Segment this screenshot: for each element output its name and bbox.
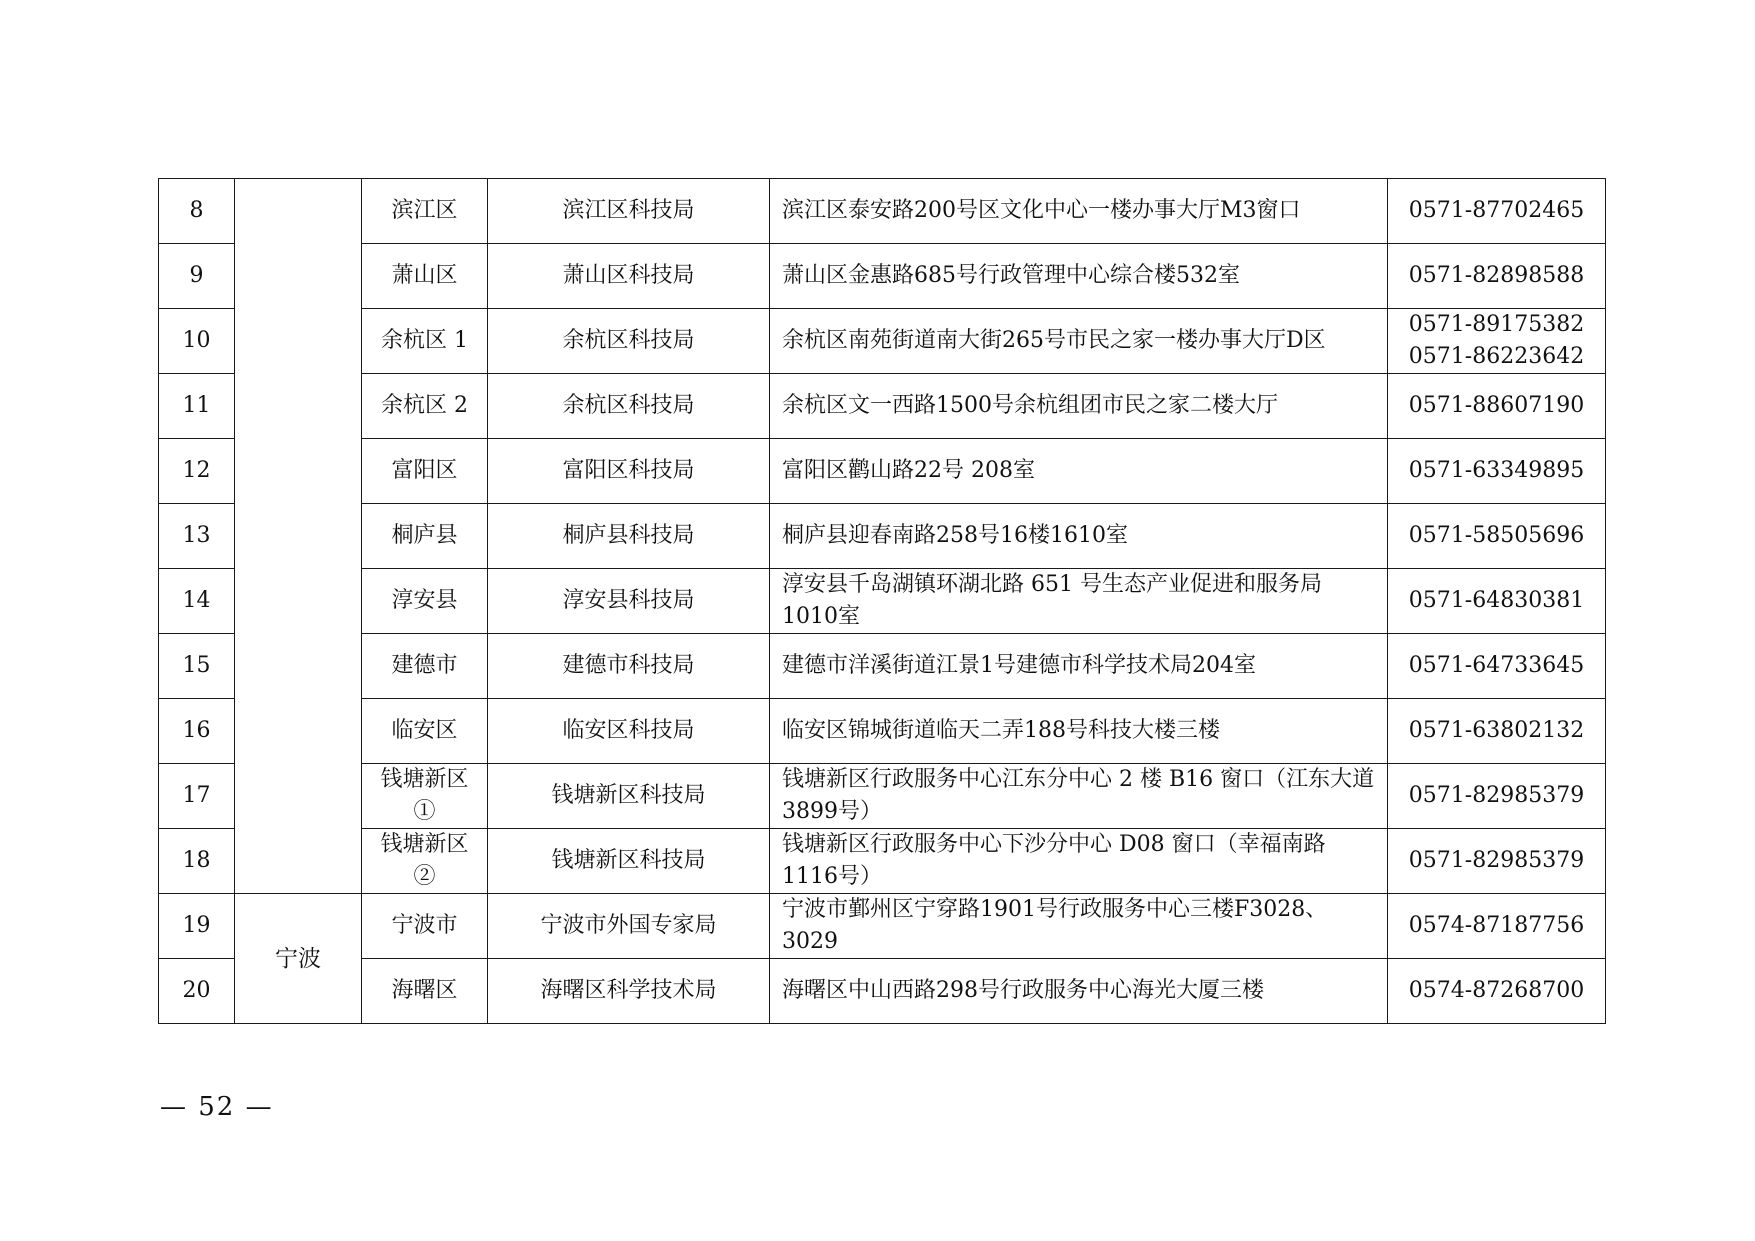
table-row bbox=[159, 634, 1606, 699]
phone-cell bbox=[1388, 764, 1606, 829]
agency-cell: 建德市科技局 bbox=[488, 634, 770, 699]
agency-cell: 临安区科技局 bbox=[488, 699, 770, 764]
contact-table bbox=[158, 178, 1606, 1024]
table-row bbox=[159, 764, 1606, 829]
row-number: 20 bbox=[159, 959, 235, 1024]
phone-number: 0571-64733645 bbox=[1408, 653, 1585, 678]
table-row bbox=[159, 829, 1606, 894]
city-cell-ningbo: 宁波 bbox=[235, 894, 362, 1024]
row-number: 13 bbox=[159, 504, 235, 569]
table-row bbox=[159, 374, 1606, 439]
address-cell: 淳安县千岛湖镇环湖北路 651 号生态产业促进和服务局1010室 bbox=[770, 569, 1388, 634]
agency-cell: 钱塘新区科技局 bbox=[488, 764, 770, 829]
phone-number: 0571-63349895 bbox=[1408, 458, 1585, 483]
phone-number: 0571-82985379 bbox=[1408, 783, 1585, 808]
table-row bbox=[159, 504, 1606, 569]
table-row bbox=[159, 959, 1606, 1024]
agency-cell: 萧山区科技局 bbox=[488, 244, 770, 309]
region-cell: 淳安县 bbox=[362, 569, 488, 634]
phone-cell bbox=[1388, 569, 1606, 634]
region-cell: 建德市 bbox=[362, 634, 488, 699]
phone-number: 0571-82898588 bbox=[1408, 263, 1585, 288]
phone-cell bbox=[1388, 959, 1606, 1024]
city-cell-hangzhou bbox=[235, 179, 362, 894]
region-cell: 富阳区 bbox=[362, 439, 488, 504]
row-number: 12 bbox=[159, 439, 235, 504]
row-number: 17 bbox=[159, 764, 235, 829]
contact-table-container bbox=[158, 178, 1605, 1024]
agency-cell: 余杭区科技局 bbox=[488, 309, 770, 374]
table-row bbox=[159, 699, 1606, 764]
phone-cell bbox=[1388, 504, 1606, 569]
region-cell: 余杭区 1 bbox=[362, 309, 488, 374]
phone-cell bbox=[1388, 439, 1606, 504]
phone-cell bbox=[1388, 634, 1606, 699]
region-cell: 宁波市 bbox=[362, 894, 488, 959]
address-cell: 富阳区鹳山路22号 208室 bbox=[770, 439, 1388, 504]
table-row bbox=[159, 894, 1606, 959]
row-number: 19 bbox=[159, 894, 235, 959]
region-cell: 桐庐县 bbox=[362, 504, 488, 569]
row-number: 16 bbox=[159, 699, 235, 764]
phone-cell bbox=[1388, 829, 1606, 894]
agency-cell: 宁波市外国专家局 bbox=[488, 894, 770, 959]
phone-number: 0571-63802132 bbox=[1408, 718, 1585, 743]
address-cell: 滨江区泰安路200号区文化中心一楼办事大厅M3窗口 bbox=[770, 179, 1388, 244]
region-cell: 海曙区 bbox=[362, 959, 488, 1024]
region-cell: 临安区 bbox=[362, 699, 488, 764]
address-cell: 钱塘新区行政服务中心下沙分中心 D08 窗口（幸福南路1116号） bbox=[770, 829, 1388, 894]
phone-number: 0571-87702465 bbox=[1408, 198, 1585, 223]
page-number: — 52 — bbox=[160, 1092, 274, 1122]
phone-number: 0571-88607190 bbox=[1408, 393, 1585, 418]
address-cell: 建德市洋溪街道江景1号建德市科学技术局204室 bbox=[770, 634, 1388, 699]
table-row bbox=[159, 569, 1606, 634]
agency-cell: 桐庐县科技局 bbox=[488, 504, 770, 569]
phone-cell bbox=[1388, 244, 1606, 309]
phone-number: 0571-89175382 bbox=[1408, 312, 1585, 337]
phone-number: 0571-64830381 bbox=[1408, 588, 1585, 613]
table-row bbox=[159, 244, 1606, 309]
phone-number: 0571-58505696 bbox=[1408, 523, 1585, 548]
address-cell: 余杭区文一西路1500号余杭组团市民之家二楼大厅 bbox=[770, 374, 1388, 439]
phone-number: 0574-87187756 bbox=[1408, 913, 1585, 938]
phone-cell bbox=[1388, 894, 1606, 959]
row-number: 8 bbox=[159, 179, 235, 244]
row-number: 15 bbox=[159, 634, 235, 699]
table-row bbox=[159, 439, 1606, 504]
agency-cell: 富阳区科技局 bbox=[488, 439, 770, 504]
agency-cell: 海曙区科学技术局 bbox=[488, 959, 770, 1024]
region-cell: 滨江区 bbox=[362, 179, 488, 244]
agency-cell: 滨江区科技局 bbox=[488, 179, 770, 244]
phone-cell bbox=[1388, 309, 1606, 374]
address-cell: 临安区锦城街道临天二弄188号科技大楼三楼 bbox=[770, 699, 1388, 764]
region-cell: 余杭区 2 bbox=[362, 374, 488, 439]
address-cell: 余杭区南苑街道南大街265号市民之家一楼办事大厅D区 bbox=[770, 309, 1388, 374]
row-number: 18 bbox=[159, 829, 235, 894]
phone-number: 0571-82985379 bbox=[1408, 848, 1585, 873]
row-number: 9 bbox=[159, 244, 235, 309]
row-number: 10 bbox=[159, 309, 235, 374]
address-cell: 钱塘新区行政服务中心江东分中心 2 楼 B16 窗口（江东大道3899号） bbox=[770, 764, 1388, 829]
table-row bbox=[159, 179, 1606, 244]
address-cell: 萧山区金惠路685号行政管理中心综合楼532室 bbox=[770, 244, 1388, 309]
region-cell: 萧山区 bbox=[362, 244, 488, 309]
row-number: 11 bbox=[159, 374, 235, 439]
agency-cell: 淳安县科技局 bbox=[488, 569, 770, 634]
region-cell: 钱塘新区① bbox=[362, 764, 488, 829]
phone-cell bbox=[1388, 699, 1606, 764]
phone-cell bbox=[1388, 374, 1606, 439]
table-row bbox=[159, 309, 1606, 374]
region-cell: 钱塘新区② bbox=[362, 829, 488, 894]
phone-number: 0571-86223642 bbox=[1408, 344, 1585, 369]
agency-cell: 钱塘新区科技局 bbox=[488, 829, 770, 894]
phone-number: 0574-87268700 bbox=[1408, 978, 1585, 1003]
contact-table-body bbox=[159, 179, 1606, 1024]
address-cell: 海曙区中山西路298号行政服务中心海光大厦三楼 bbox=[770, 959, 1388, 1024]
agency-cell: 余杭区科技局 bbox=[488, 374, 770, 439]
phone-cell bbox=[1388, 179, 1606, 244]
address-cell: 桐庐县迎春南路258号16楼1610室 bbox=[770, 504, 1388, 569]
row-number: 14 bbox=[159, 569, 235, 634]
address-cell: 宁波市鄞州区宁穿路1901号行政服务中心三楼F3028、3029 bbox=[770, 894, 1388, 959]
